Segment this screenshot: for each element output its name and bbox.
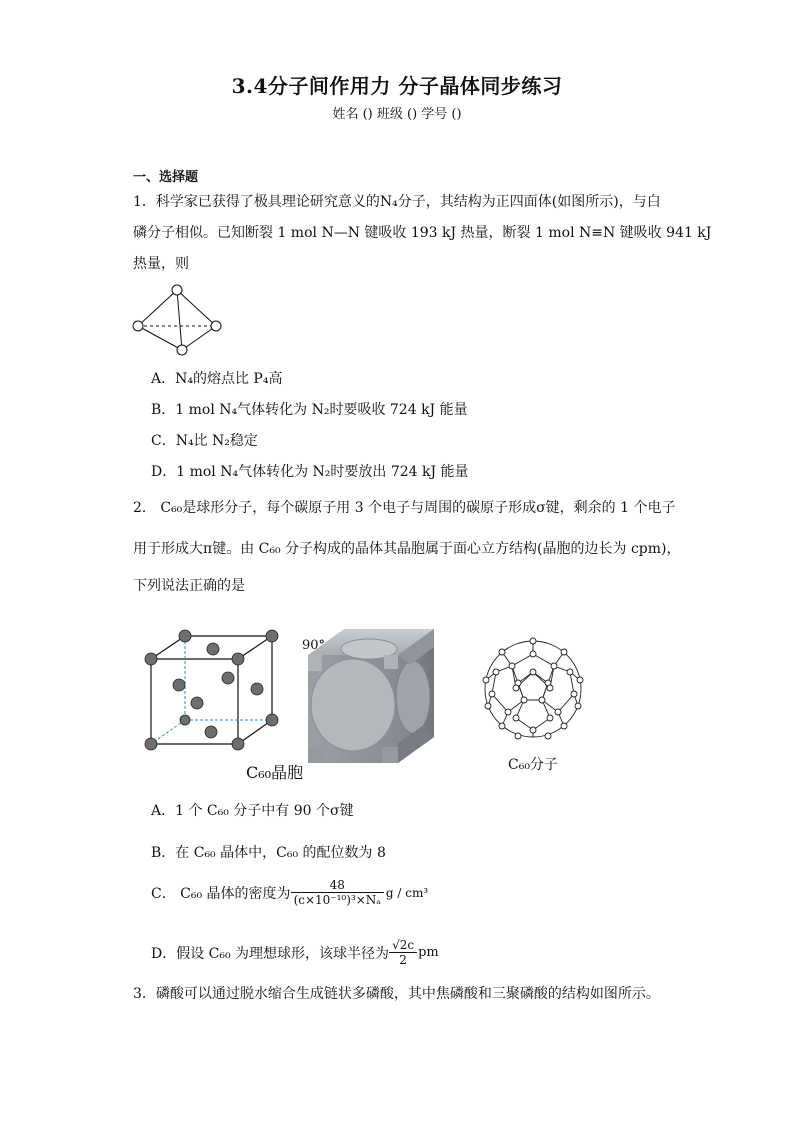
atom — [575, 703, 581, 709]
atom — [530, 669, 536, 675]
q2-text-line-3: 下列说法正确的是 — [133, 578, 245, 594]
atom — [509, 663, 515, 669]
molecule-caption: C₆₀分子 — [508, 757, 558, 773]
q1-option-b: B．1 mol N₄气体转化为 N₂时要吸收 724 kJ 能量 — [151, 402, 468, 418]
atom — [493, 669, 499, 675]
atom — [179, 630, 191, 642]
q1-text-line-1: 1．科学家已获得了极具理论研究意义的N₄分子，其结构为正四面体(如图所示)，与白 — [133, 194, 661, 210]
density-unit: g / cm³ — [385, 885, 429, 900]
radius-denominator: 2 — [399, 953, 407, 967]
atom — [555, 709, 561, 715]
atom — [483, 677, 489, 683]
student-info-line: 姓名 () 班级 () 学号 () — [332, 107, 462, 122]
option-d-prefix: D．假设 C₆₀ 为理想球形，该球半径为 — [151, 945, 390, 962]
atom — [180, 715, 190, 725]
atom — [567, 669, 573, 675]
atom — [191, 697, 203, 709]
atom — [530, 651, 536, 657]
density-numerator: 48 — [291, 878, 384, 893]
density-denominator: (c×10⁻¹⁰)³×Nₐ — [293, 893, 381, 907]
atom — [561, 723, 567, 729]
q1-option-a: A．N₄的熔点比 P₄高 — [151, 371, 283, 387]
atom — [251, 683, 263, 695]
q2-option-d — [151, 938, 439, 967]
atom — [561, 649, 567, 655]
q2-text-line-1: 2． C₆₀是球形分子，每个碳原子用 3 个电子与周围的碳原子形成σ键，剩余的 1 个电子 — [133, 500, 676, 516]
atom — [515, 733, 521, 739]
atom — [266, 630, 278, 642]
option-c-prefix: C． C₆₀ 晶体的密度为 — [151, 885, 291, 902]
atom — [145, 653, 157, 665]
q1-text-line-3: 热量，则 — [133, 256, 189, 272]
tetrahedron-figure — [128, 280, 228, 360]
q1-option-d: D．1 mol N₄气体转化为 N₂时要放出 724 kJ 能量 — [151, 464, 469, 480]
atom — [499, 723, 505, 729]
atom — [539, 697, 545, 703]
atom — [547, 715, 553, 721]
page-title: 3.4分子间作用力 分子晶体同步练习 — [231, 74, 563, 98]
atom — [551, 663, 557, 669]
atom — [266, 714, 278, 726]
atom — [232, 738, 244, 750]
atom — [172, 285, 182, 295]
q2-option-c — [151, 878, 428, 907]
atom — [173, 679, 185, 691]
q2-option-b: B．在 C₆₀ 晶体中，C₆₀ 的配位数为 8 — [151, 845, 386, 861]
atom — [207, 643, 219, 655]
radius-numerator: √2c — [389, 938, 417, 953]
atom — [205, 726, 217, 738]
atom — [222, 672, 234, 684]
atom — [232, 653, 244, 665]
section-heading: 一、选择题 — [133, 170, 199, 185]
atom — [513, 715, 519, 721]
atom — [485, 703, 491, 709]
atom — [499, 649, 505, 655]
atom — [133, 321, 143, 331]
atom — [545, 733, 551, 739]
c60-molecule-figure — [478, 632, 588, 747]
atom — [530, 727, 536, 733]
fcc-unit-cell-figure — [140, 625, 285, 755]
radius-unit: pm — [418, 945, 439, 960]
atom — [513, 685, 519, 691]
atom — [177, 345, 187, 355]
radius-fraction — [389, 938, 417, 967]
q3-text-line-1: 3．磷酸可以通过脱水缩合生成链状多磷酸，其中焦磷酸和三聚磷酸的结构如图所示。 — [133, 986, 660, 1002]
q2-text-line-2: 用于形成大π键。由 C₆₀ 分子构成的晶体其晶胞属于面心立方结构(晶胞的边长为 cpm)， — [133, 541, 681, 557]
atom — [145, 738, 157, 750]
atom — [530, 638, 536, 644]
atom — [571, 691, 577, 697]
density-fraction — [291, 878, 384, 907]
atom — [521, 697, 527, 703]
angle-label: 90° — [302, 638, 326, 653]
atom — [211, 321, 221, 331]
atom — [505, 709, 511, 715]
atom — [547, 685, 553, 691]
unit-cell-caption: C₆₀晶胞 — [246, 763, 304, 782]
atom — [577, 677, 583, 683]
atom — [489, 691, 495, 697]
q2-option-a: A．1 个 C₆₀ 分子中有 90 个σ键 — [151, 803, 354, 819]
q1-option-c: C．N₄比 N₂稳定 — [151, 433, 258, 449]
q1-text-line-2: 磷分子相似。已知断裂 1 mol N—N 键吸收 193 kJ 热量，断裂 1 mol N≡N 键吸收 941 kJ — [133, 225, 712, 241]
